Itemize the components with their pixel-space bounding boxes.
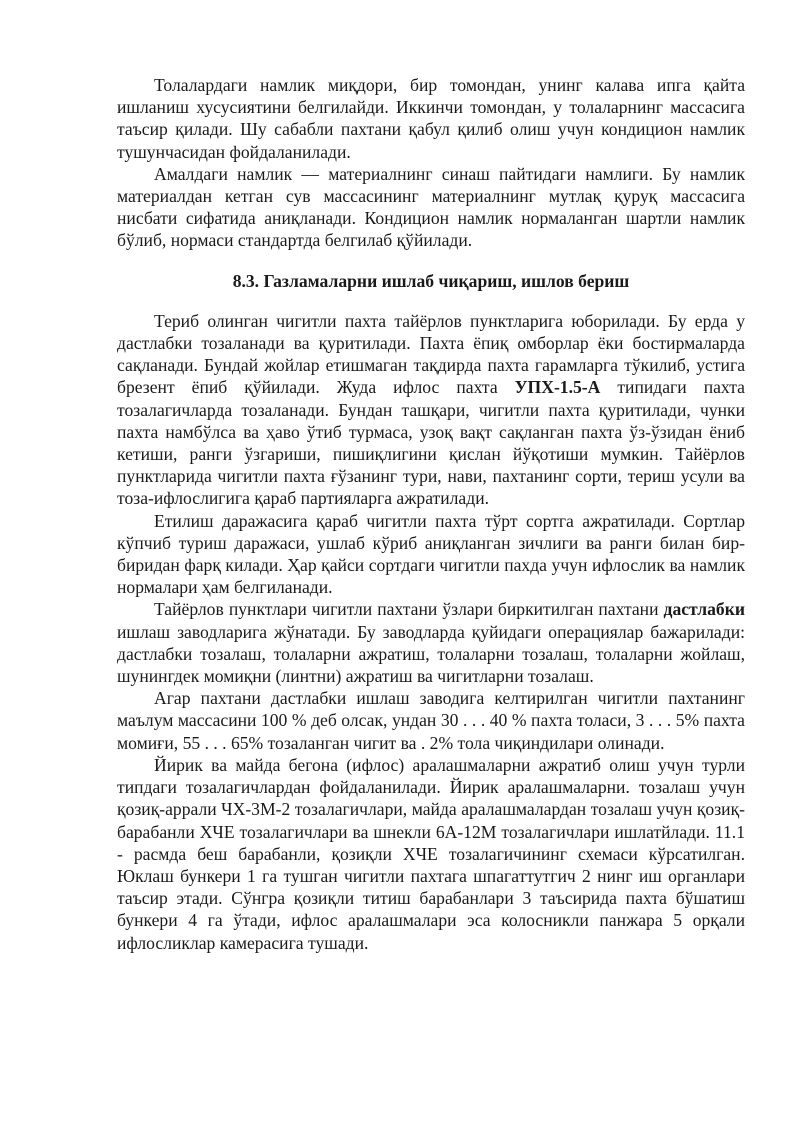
document-page xyxy=(117,74,745,954)
paragraph-text: Териб олинган чигитли пахта тайёрлов пунктларига юборилади. Бу ерда у дастлабки тозаланади ва қуритилади. Пахта ёпиқ омборлар ёки бостирмаларда сақланади. Бундай жойлар етишмаган тақдирда пахта гарамларга тўкилиб, устига брезент ёпиб қўйилади. Жуда ифлос пахта xyxy=(117,310,745,398)
paragraph-text: типидаги пахта тозалагичларда тозаланади. Бундан ташқари, чигитли пахта қуритилади, чунки пахта намбўлса ва ҳаво ўтиб турмаса, узоқ вақт сақланган пахта ўз-ўзидан ёниб кетиши, ранги ўзгариши, пишиқлигини қислан йўқотиши мумкин. Тайёрлов пунктларида чигитли пахта ғўзанинг тури, нави, пахтанинг сорти, териш усули ва тоза-ифлослигига қараб партияларга ажратилади. xyxy=(117,377,745,509)
bold-term-uph: УПХ-1.5-А xyxy=(514,377,601,398)
paragraph-fiber-moisture: Толалардаги намлик миқдори, бир томондан, унинг калава ипга қайта ишланиш хусусиятини белгилайди. Иккинчи томондан, у толаларнинг массасига таъсир қилади. Шу сабабли пахтани қабул қилиб олиш учун кондицион намлик тушунчасидан фойдаланилади. xyxy=(117,75,745,162)
paragraph-cleaners: Йирик ва майда бегона (ифлос) аралашмаларни ажратиб олиш учун турли типдаги тозалагичлардан фойдаланилади. Йирик аралашмаларни. тозалаш учун қозиқ-аррали ЧХ-3М-2 тозалагичлари, майда аралашмалардан тозалаш учун қозиқ-барабанли ХЧЕ тозалагичлари ва шнекли 6А-12М тозалагичлари ишлатйлади. 11.1 - расмда беш барабанли, қозиқли ХЧЕ тозалагичининг схемаси кўрсатилган. Юклаш бункери 1 га тушган чигитли пахтага шпагаттутгич 2 нинг иш органлари таъсир этади. Сўнгра қозиқли титиш барабанлари 3 таъсирида пахта бўшатиш бункери 4 га ўтади, ифлос аралашмалари эса колосникли панжара 5 орқали ифлосликлар камерасига тушади. xyxy=(117,754,745,953)
paragraph-actual-moisture: Амалдаги намлик — материалнинг синаш пайтидаги намлиги. Бу намлик материалдан кетган сув массасининг материалнинг мутлақ қуруқ массасига нисбати сифатида аниқланади. Кондицион намлик нормаланган шартли намлик бўлиб, нормаси стандартда белгилаб қўйилади. xyxy=(117,163,745,251)
paragraph-text: ишлаш заводларига жўнатади. Бу заводларда қуйидаги операциялар бажарилади: дастлабки тозалаш, толаларни ажратиш, толаларни тозалаш, толаларни жойлаш, шунингдек момиқни (линтни) ажратиш ва чигитларни тозалаш. xyxy=(117,621,745,687)
paragraph-procurement xyxy=(117,598,745,687)
spacer xyxy=(117,252,745,260)
paragraph-grades: Етилиш даражасига қараб чигитли пахта тўрт сортга ажратилади. Сортлар кўпчиб туриш даражаси, ушлаб кўриб аниқланган зичлиги ва ранги билан бир-биридан фарқ килади. Ҳар қайси сортдаги чигитли пахда учун ифлослик ва намлик нормалари ҳам белгиланади. xyxy=(117,510,745,598)
paragraph-text: Тайёрлов пунктлари чигитли пахтани ўзлари биркитилган пахтани xyxy=(154,599,664,620)
bold-term-primary: дастлабки xyxy=(663,599,745,620)
paragraph-harvested-cotton xyxy=(117,310,745,510)
section-heading: 8.3. Газламаларни ишлаб чиқариш, ишлов бериш xyxy=(232,270,630,291)
paragraph-yield: Агар пахтани дастлабки ишлаш заводига келтирилган чигитли пахтанинг маълум массасини 100 % деб олсак, ундан 30 . . . 40 % пахта толаси, 3 . . . 5% пахта момиғи, 55 . . . 65% тозаланган чигит ва . 2% тола чиқиндилари олинади. xyxy=(117,688,745,753)
